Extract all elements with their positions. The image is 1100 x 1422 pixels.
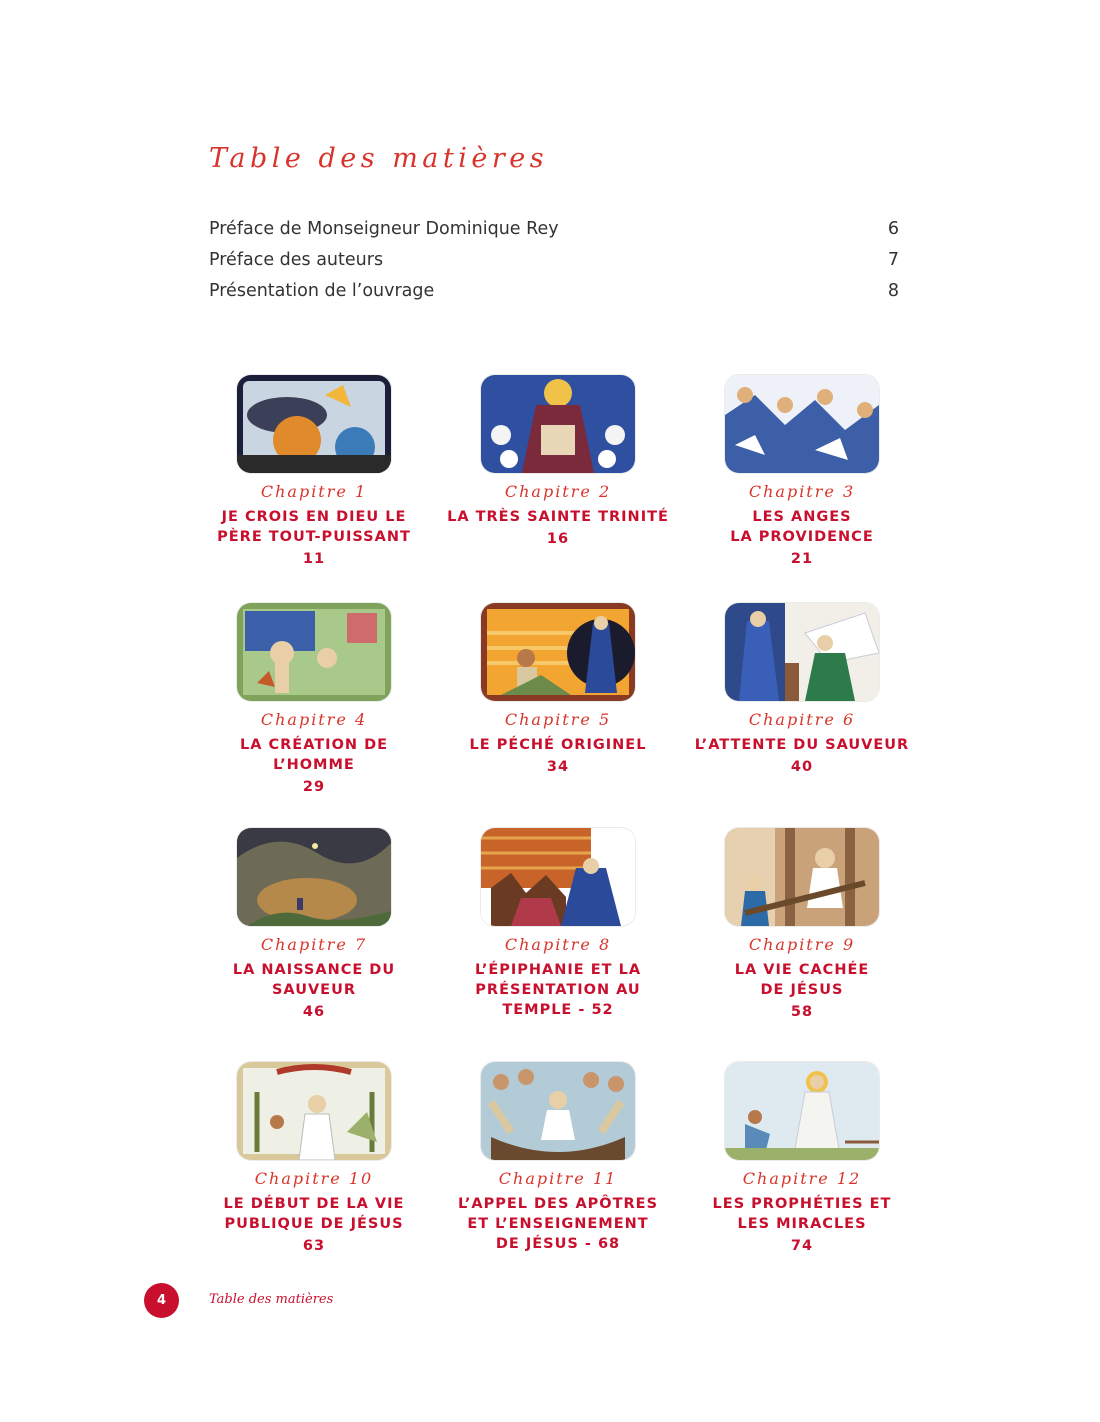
chapter-label: Chapitre 7 xyxy=(260,935,368,954)
chapter-entry[interactable] xyxy=(680,603,924,778)
chapter-title: JE CROIS EN DIEU LE PÈRE TOUT-PUISSANT xyxy=(217,509,411,545)
chapter-label: Chapitre 11 xyxy=(498,1169,618,1188)
chapter-title: LES PROPHÉTIES ET LES MIRACLES xyxy=(712,1196,892,1232)
chapter-5-illustration xyxy=(481,603,635,701)
front-matter-list xyxy=(209,219,899,312)
running-title: Table des matières xyxy=(209,1292,334,1307)
chapter-label: Chapitre 12 xyxy=(742,1169,862,1188)
chapter-6-illustration xyxy=(725,603,879,701)
chapter-entry[interactable] xyxy=(680,828,924,1023)
chapter-entry[interactable] xyxy=(436,1062,680,1254)
chapter-10-illustration xyxy=(237,1062,391,1160)
chapter-page: 74 xyxy=(790,1238,814,1254)
chapter-label: Chapitre 8 xyxy=(504,935,612,954)
chapter-title: LE DÉBUT DE LA VIE PUBLIQUE DE JÉSUS xyxy=(223,1196,405,1232)
front-matter-page: 7 xyxy=(887,250,899,270)
chapter-title: LA CRÉATION DE L’HOMME xyxy=(239,737,389,773)
chapter-entry[interactable] xyxy=(192,603,436,798)
chapter-title: LA NAISSANCE DU SAUVEUR xyxy=(232,962,396,998)
chapter-entry[interactable] xyxy=(192,1062,436,1257)
chapter-entry[interactable] xyxy=(192,828,436,1023)
chapter-label: Chapitre 6 xyxy=(748,710,856,729)
chapter-label: Chapitre 3 xyxy=(748,482,856,501)
chapter-title: LES ANGES LA PROVIDENCE xyxy=(730,509,874,545)
front-matter-item[interactable] xyxy=(209,281,899,312)
chapter-page: 58 xyxy=(790,1004,814,1020)
chapter-entry[interactable] xyxy=(680,1062,924,1257)
chapter-title: L’APPEL DES APÔTRES ET L’ENSEIGNEMENT DE JÉSUS - 68 xyxy=(457,1196,659,1252)
front-matter-label: Préface de Monseigneur Dominique Rey xyxy=(209,219,559,239)
chapter-title: L’ATTENTE DU SAUVEUR xyxy=(694,737,910,753)
chapter-page: 40 xyxy=(790,759,814,775)
chapter-entry[interactable] xyxy=(436,375,680,550)
chapter-page: 21 xyxy=(790,551,814,567)
chapter-label: Chapitre 10 xyxy=(254,1169,374,1188)
chapter-11-illustration xyxy=(481,1062,635,1160)
chapter-page: 46 xyxy=(302,1004,326,1020)
chapter-label: Chapitre 2 xyxy=(504,482,612,501)
chapter-label: Chapitre 9 xyxy=(748,935,856,954)
chapter-2-illustration xyxy=(481,375,635,473)
chapter-title: L’ÉPIPHANIE ET LA PRÉSENTATION AU TEMPLE - 52 xyxy=(474,962,642,1018)
chapter-label: Chapitre 1 xyxy=(260,482,368,501)
chapter-entry[interactable] xyxy=(436,828,680,1020)
chapter-7-illustration xyxy=(237,828,391,926)
chapter-page: 63 xyxy=(302,1238,326,1254)
chapter-3-illustration xyxy=(725,375,879,473)
chapter-entry[interactable] xyxy=(192,375,436,570)
chapter-entry[interactable] xyxy=(436,603,680,778)
front-matter-item[interactable] xyxy=(209,250,899,281)
chapter-page: 34 xyxy=(546,759,570,775)
front-matter-label: Présentation de l’ouvrage xyxy=(209,281,435,301)
chapter-label: Chapitre 5 xyxy=(504,710,612,729)
chapter-title: LE PÉCHÉ ORIGINEL xyxy=(469,737,647,753)
page-title: Table des matières xyxy=(209,143,549,174)
chapter-title: LA VIE CACHÉE DE JÉSUS xyxy=(734,962,870,998)
chapter-1-illustration xyxy=(237,375,391,473)
chapter-4-illustration xyxy=(237,603,391,701)
chapter-label: Chapitre 4 xyxy=(260,710,368,729)
chapter-12-illustration xyxy=(725,1062,879,1160)
front-matter-page: 6 xyxy=(887,219,899,239)
chapter-page: 16 xyxy=(546,531,570,547)
chapter-page: 11 xyxy=(302,551,326,567)
chapter-9-illustration xyxy=(725,828,879,926)
front-matter-page: 8 xyxy=(887,281,899,301)
chapter-title: LA TRÈS SAINTE TRINITÉ xyxy=(447,509,669,525)
chapter-page: 29 xyxy=(302,779,326,795)
front-matter-item[interactable] xyxy=(209,219,899,250)
front-matter-label: Préface des auteurs xyxy=(209,250,384,270)
page-number-badge: 4 xyxy=(144,1283,179,1318)
chapter-entry[interactable] xyxy=(680,375,924,570)
chapter-8-illustration xyxy=(481,828,635,926)
